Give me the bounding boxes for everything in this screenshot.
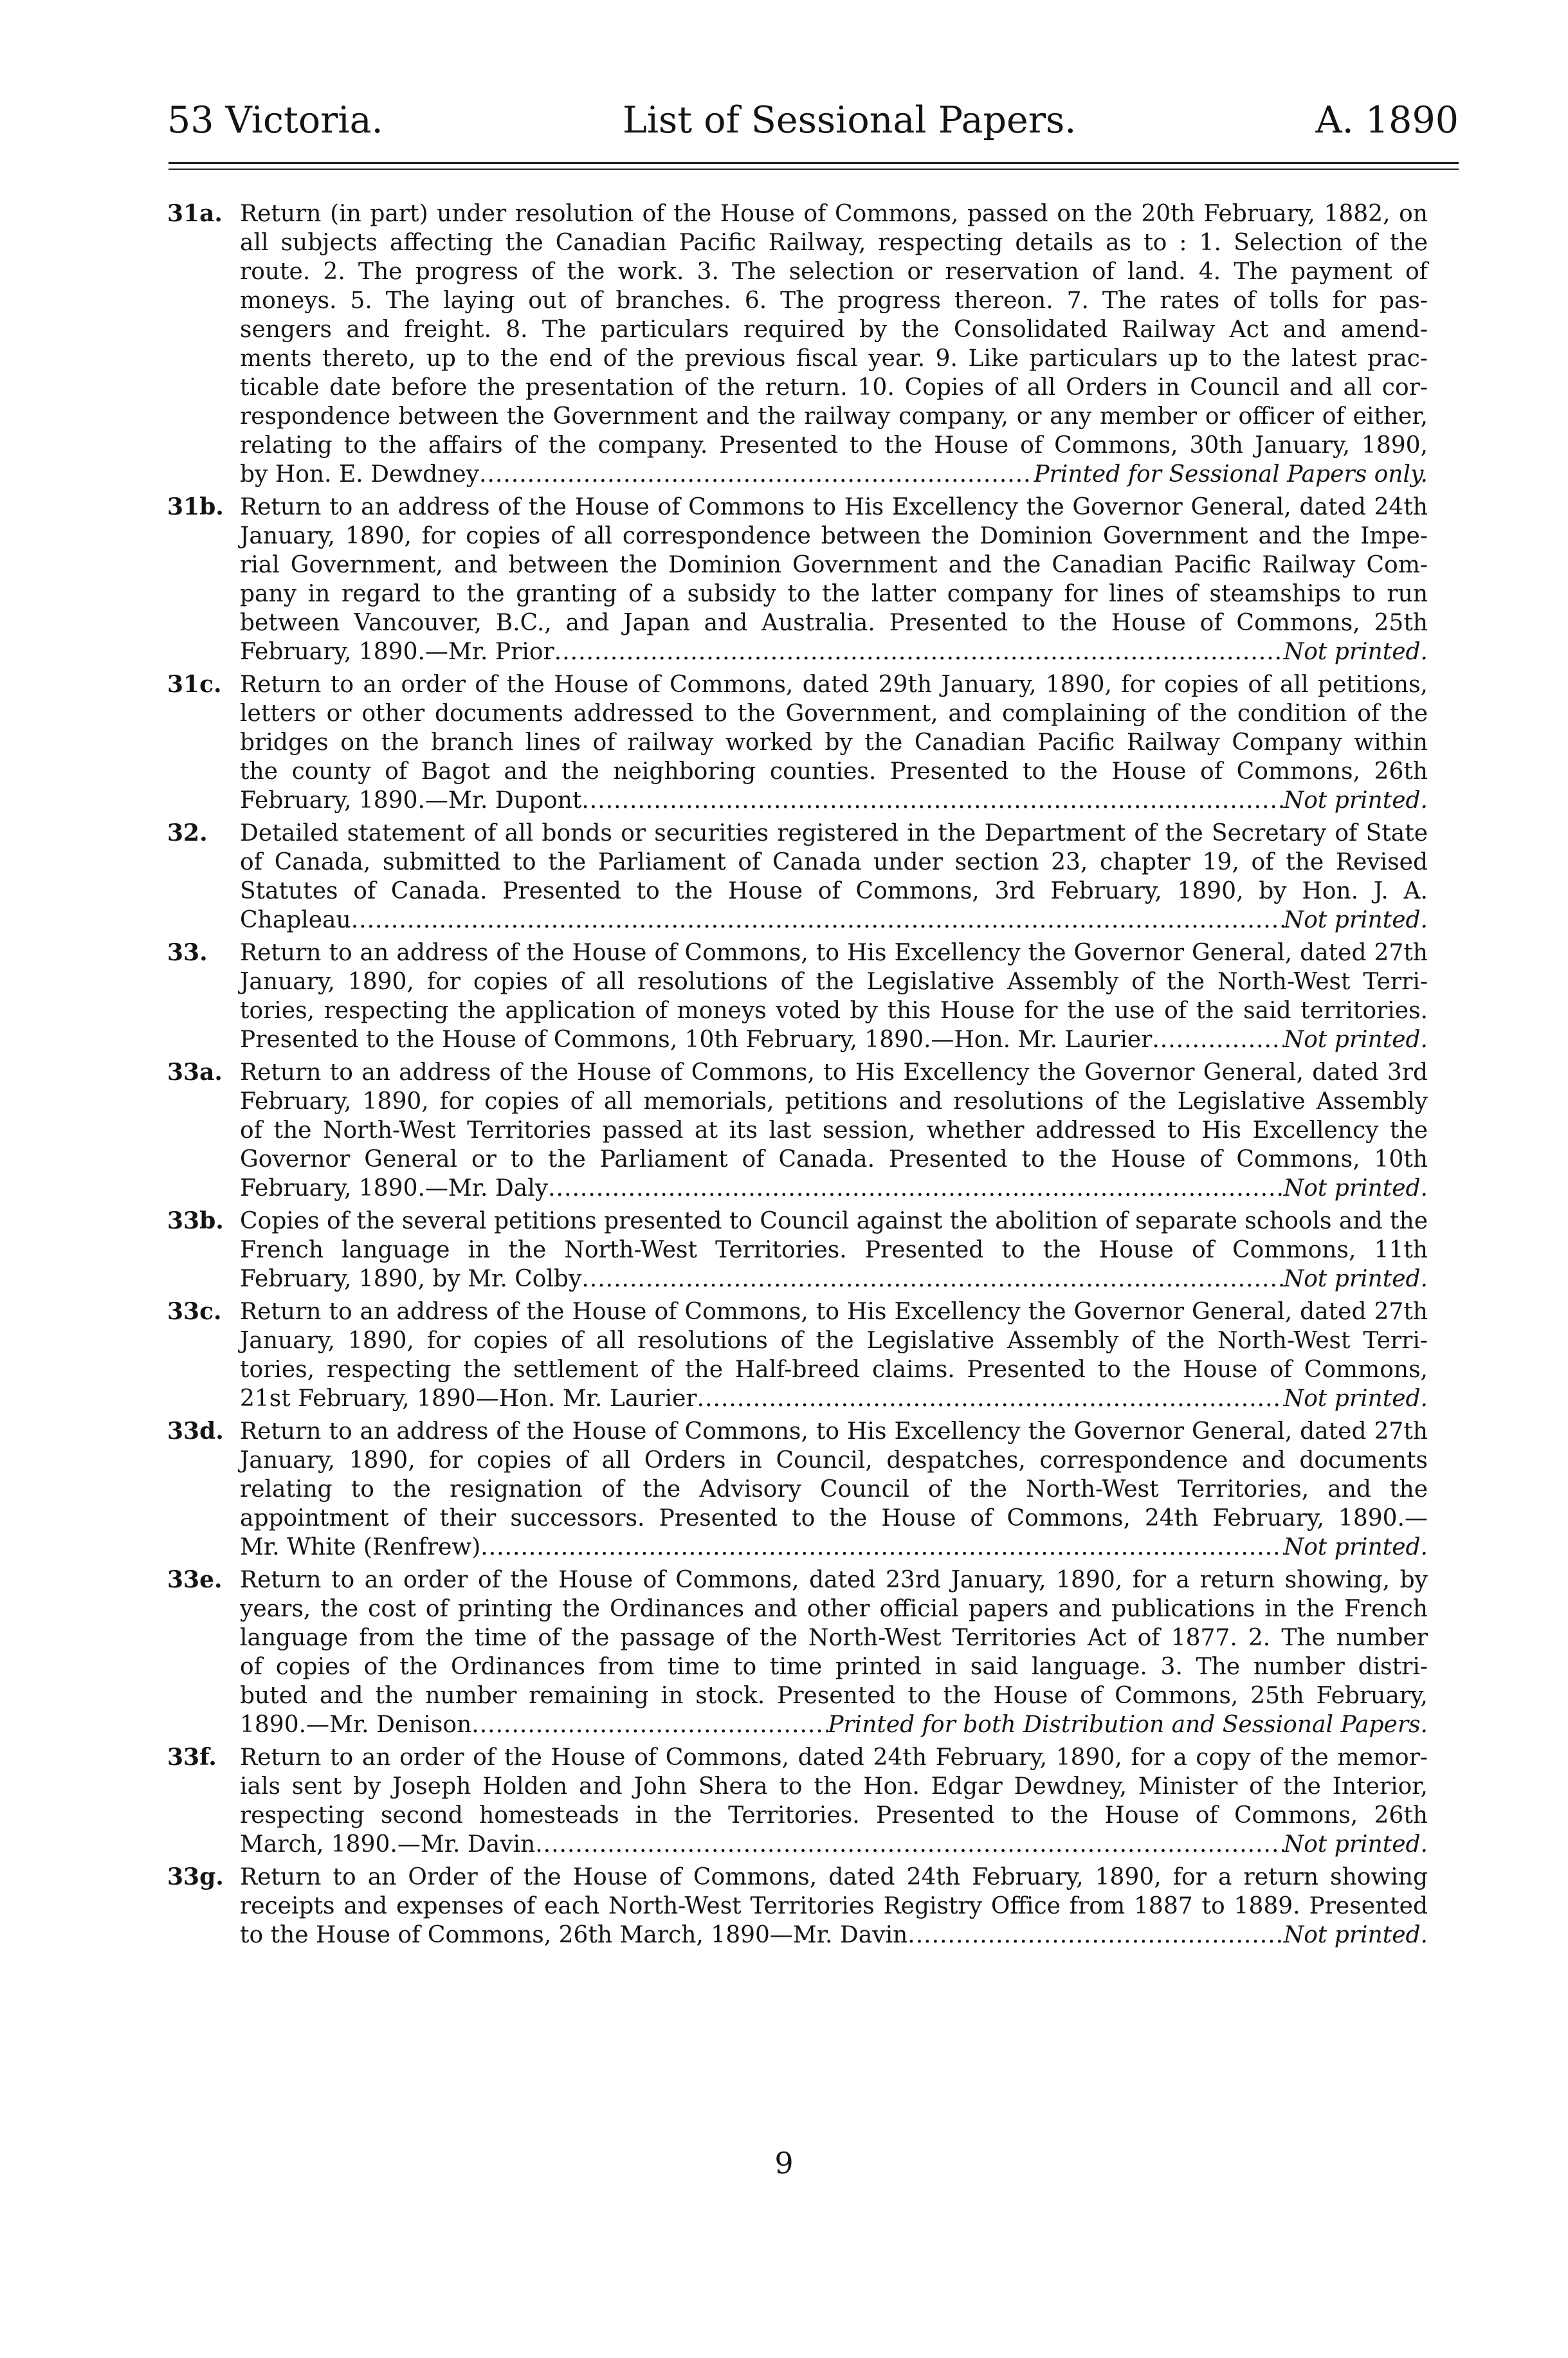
list-item xyxy=(167,1297,1428,1413)
print-status: Not printed. xyxy=(1283,907,1428,933)
print-status: Printed for both Distribution and Sessional Papers. xyxy=(828,1712,1428,1738)
page-number: 9 xyxy=(774,2146,794,2180)
dot-leader xyxy=(697,1384,1284,1413)
paper-number: 33a. xyxy=(167,1059,223,1086)
paper-text-line: of Canada, submitted to the Parliament of Canada under section 23, chapter 19, of the Revised xyxy=(240,849,1428,875)
paper-text-line: letters or other documents addressed to the Government, and complaining of the condition of the xyxy=(240,700,1428,727)
paper-text-line: of the North-West Territories passed at its last session, whether addressed to His Excellency the xyxy=(240,1117,1428,1144)
paper-text-line: the county of Bagot and the neighboring counties. Presented to the House of Commons, 26th xyxy=(240,758,1428,785)
header-rule-double xyxy=(169,169,1459,170)
paper-final-line xyxy=(240,1384,1428,1413)
paper-text-line: ments thereto, up to the end of the previous fiscal year. 9. Like particulars up to the latest prac- xyxy=(240,345,1428,372)
print-status: Not printed. xyxy=(1283,1831,1428,1858)
paper-text-line: route. 2. The progress of the work. 3. The selection or reservation of land. 4. The payment of xyxy=(240,259,1428,285)
paper-text-line: Return to an address of the House of Commons to His Excellency the Governor General, dated 24th xyxy=(240,494,1428,520)
paper-text-line: ials sent by Joseph Holden and John Shera to the Hon. Edgar Dewdney, Minister of the Interior, xyxy=(240,1773,1428,1800)
paper-text-line: Return to an address of the House of Commons, to His Excellency the Governor General, dated 27th xyxy=(240,1299,1428,1325)
paper-text-line: January, 1890, for copies of all resolutions of the Legislative Assembly of the North-West Terri- xyxy=(240,1328,1428,1354)
dot-leader xyxy=(907,1921,1283,1950)
list-item xyxy=(167,1207,1428,1293)
list-item xyxy=(167,199,1428,489)
print-status: Not printed. xyxy=(1283,1027,1428,1053)
paper-text-line: sengers and freight. 8. The particulars required by the Consolidated Railway Act and amend- xyxy=(240,316,1428,343)
paper-number: 33f. xyxy=(167,1744,217,1771)
paper-text-line: tories, respecting the application of moneys voted by this House for the use of the said territories. xyxy=(240,998,1428,1024)
paper-text-line: January, 1890, for copies of all correspondence between the Dominion Government and the Impe- xyxy=(240,523,1428,549)
paper-final-line xyxy=(240,637,1428,666)
paper-text-line: bridges on the branch lines of railway worked by the Canadian Pacific Railway Company within xyxy=(240,729,1428,756)
paper-text-line: Return (in part) under resolution of the House of Commons, passed on the 20th February, 1882, on xyxy=(240,201,1428,227)
paper-text-line: February, 1890, for copies of all memorials, petitions and resolutions of the Legislative Assembly xyxy=(240,1088,1428,1115)
paper-text-line: ticable date before the presentation of the return. 10. Copies of all Orders in Council and all cor- xyxy=(240,374,1428,401)
paper-text-line: Return to an address of the House of Commons, to His Excellency the Governor General, dated 27th xyxy=(240,1418,1428,1445)
paper-final-line xyxy=(240,786,1428,815)
paper-final-line xyxy=(240,1830,1428,1859)
dot-leader xyxy=(479,460,1034,489)
paper-number: 32. xyxy=(167,819,208,846)
paper-number: 33c. xyxy=(167,1298,222,1325)
dot-leader xyxy=(548,1174,1284,1203)
running-header xyxy=(167,90,1459,142)
list-item xyxy=(167,1743,1428,1859)
header-rule xyxy=(169,162,1459,164)
paper-text-line: respondence between the Government and the railway company, or any member or officer of either, xyxy=(240,403,1428,430)
paper-text-line: Governor General or to the Parliament of Canada. Presented to the House of Commons, 10th xyxy=(240,1146,1428,1173)
paper-text-line: moneys. 5. The laying out of branches. 6. The progress thereon. 7. The rates of tolls for pas- xyxy=(240,288,1428,314)
dot-leader xyxy=(351,906,1284,935)
paper-number: 31c. xyxy=(167,671,222,698)
paper-text-line: Return to an address of the House of Commons, to His Excellency the Governor General, dated 3rd xyxy=(240,1059,1428,1086)
header-year: A. 1890 xyxy=(1315,99,1459,142)
sessional-papers-list xyxy=(167,199,1428,1953)
paper-text-line: buted and the number remaining in stock. Presented to the House of Commons, 25th February, xyxy=(240,1683,1428,1709)
paper-final-line xyxy=(240,1710,1428,1739)
print-status: Not printed. xyxy=(1283,1922,1428,1948)
paper-final-line xyxy=(240,1921,1428,1950)
paper-text-line: relating to the affairs of the company. Presented to the House of Commons, 30th January, 1890, xyxy=(240,432,1428,459)
paper-final-text: February, 1890.—Mr. Daly xyxy=(240,1175,549,1202)
paper-text-line: Return to an order of the House of Commons, dated 29th January, 1890, for copies of all petitions, xyxy=(240,672,1428,698)
paper-final-text: Chapleau xyxy=(240,907,351,933)
list-item xyxy=(167,493,1428,666)
paper-text-line: January, 1890, for copies of all resolutions of the Legislative Assembly of the North-West Terri- xyxy=(240,969,1428,995)
paper-text-line: respecting second homesteads in the Territories. Presented to the House of Commons, 26th xyxy=(240,1802,1428,1829)
paper-text-line: years, the cost of printing the Ordinances and other official papers and publications in the French xyxy=(240,1596,1428,1622)
paper-text-line: Return to an order of the House of Commons, dated 23rd January, 1890, for a return showing, by xyxy=(240,1567,1428,1593)
dot-leader xyxy=(535,1830,1284,1859)
paper-final-text: Mr. White (Renfrew) xyxy=(240,1534,481,1560)
paper-final-line xyxy=(240,1174,1428,1203)
paper-text-line: rial Government, and between the Dominion Government and the Canadian Pacific Railway Com- xyxy=(240,552,1428,578)
paper-text-line: Detailed statement of all bonds or securities registered in the Department of the Secretary of State xyxy=(240,820,1428,846)
print-status: Not printed. xyxy=(1283,1385,1428,1412)
list-item xyxy=(167,1417,1428,1562)
paper-final-line xyxy=(240,1025,1428,1054)
dot-leader xyxy=(480,1533,1283,1562)
paper-number: 33. xyxy=(167,939,208,966)
list-item xyxy=(167,819,1428,935)
dot-leader xyxy=(554,637,1284,666)
paper-final-text: February, 1890, by Mr. Colby xyxy=(240,1266,582,1292)
print-status: Printed for Sessional Papers only. xyxy=(1034,461,1428,488)
paper-text-line: Statutes of Canada. Presented to the House of Commons, 3rd February, 1890, by Hon. J. A. xyxy=(240,878,1428,904)
paper-text-line: appointment of their successors. Presented to the House of Commons, 24th February, 1890.— xyxy=(240,1505,1428,1531)
paper-number: 33d. xyxy=(167,1418,224,1445)
paper-final-text: 1890.—Mr. Denison xyxy=(240,1712,472,1738)
header-title: List of Sessional Papers. xyxy=(622,99,1077,142)
paper-final-line xyxy=(240,460,1428,489)
paper-number: 33e. xyxy=(167,1566,223,1593)
paper-text-line: language from the time of the passage of the North-West Territories Act of 1877. 2. The number xyxy=(240,1625,1428,1651)
paper-final-line xyxy=(240,1533,1428,1562)
dot-leader xyxy=(1152,1025,1283,1054)
print-status: Not printed. xyxy=(1283,1175,1428,1202)
paper-final-text: March, 1890.—Mr. Davin xyxy=(240,1831,536,1858)
paper-text-line: Copies of the several petitions presented to Council against the abolition of separate schools and the xyxy=(240,1208,1428,1234)
paper-final-text: Presented to the House of Commons, 10th February, 1890.—Hon. Mr. Laurier xyxy=(240,1027,1153,1053)
paper-final-line xyxy=(240,906,1428,935)
paper-text-line: receipts and expenses of each North-West Territories Registry Office from 1887 to 1889. Presented xyxy=(240,1893,1428,1919)
dot-leader xyxy=(581,786,1283,815)
paper-text-line: January, 1890, for copies of all Orders in Council, despatches, correspondence and documents xyxy=(240,1447,1428,1474)
list-item xyxy=(167,938,1428,1054)
dot-leader xyxy=(581,1265,1283,1293)
paper-text-line: tories, respecting the settlement of the Half-breed claims. Presented to the House of Commons, xyxy=(240,1357,1428,1383)
paper-final-text: February, 1890.—Mr. Prior xyxy=(240,639,554,665)
paper-number: 31b. xyxy=(167,493,224,520)
paper-final-text: 21st February, 1890—Hon. Mr. Laurier xyxy=(240,1385,697,1412)
list-item xyxy=(167,1566,1428,1739)
print-status: Not printed. xyxy=(1283,787,1428,814)
paper-text-line: between Vancouver, B.C., and Japan and Australia. Presented to the House of Commons, 25th xyxy=(240,610,1428,636)
print-status: Not printed. xyxy=(1283,1266,1428,1292)
paper-final-text: February, 1890.—Mr. Dupont xyxy=(240,787,582,814)
paper-number: 33g. xyxy=(167,1863,224,1890)
paper-text-line: Return to an Order of the House of Commons, dated 24th February, 1890, for a return showing xyxy=(240,1864,1428,1890)
paper-text-line: relating to the resignation of the Advisory Council of the North-West Territories, and the xyxy=(240,1476,1428,1503)
paper-final-text: by Hon. E. Dewdney xyxy=(240,461,479,488)
paper-final-text: to the House of Commons, 26th March, 1890—Mr. Davin xyxy=(240,1922,908,1948)
dot-leader xyxy=(471,1710,828,1739)
print-status: Not printed. xyxy=(1283,1534,1428,1560)
paper-number: 31a. xyxy=(167,200,223,227)
list-item xyxy=(167,1058,1428,1203)
paper-text-line: Return to an order of the House of Commons, dated 24th February, 1890, for a copy of the memor- xyxy=(240,1744,1428,1771)
list-item xyxy=(167,670,1428,815)
paper-text-line: of copies of the Ordinances from time to time printed in said language. 3. The number distri- xyxy=(240,1654,1428,1680)
paper-text-line: Return to an address of the House of Commons, to His Excellency the Governor General, dated 27th xyxy=(240,940,1428,966)
paper-text-line: pany in regard to the granting of a subsidy to the latter company for lines of steamships to run xyxy=(240,581,1428,607)
paper-final-line xyxy=(240,1265,1428,1293)
paper-number: 33b. xyxy=(167,1207,224,1234)
header-session: 53 Victoria. xyxy=(167,99,383,142)
paper-text-line: French language in the North-West Territories. Presented to the House of Commons, 11th xyxy=(240,1237,1428,1263)
print-status: Not printed. xyxy=(1283,639,1428,665)
paper-text-line: all subjects affecting the Canadian Pacific Railway, respecting details as to : 1. Selection of the xyxy=(240,230,1428,256)
list-item xyxy=(167,1863,1428,1950)
